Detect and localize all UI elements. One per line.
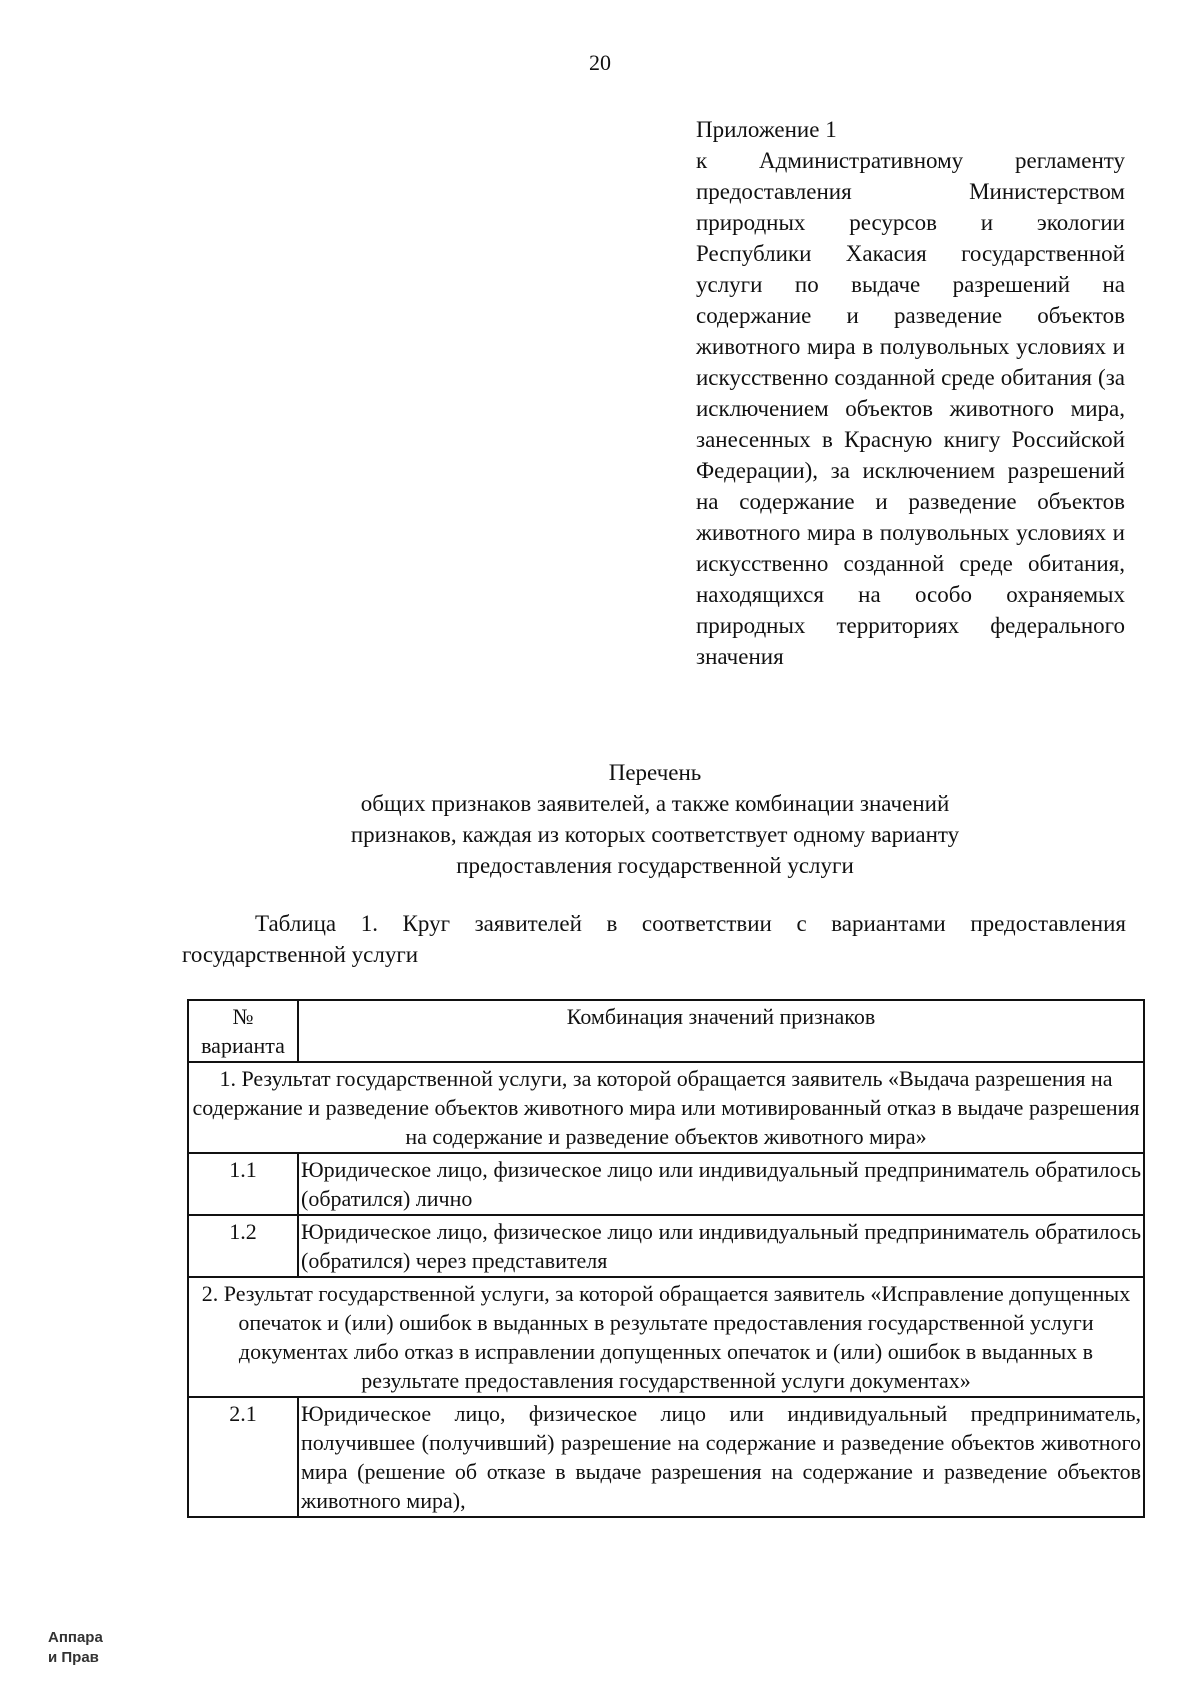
annex-title: Приложение 1: [696, 117, 837, 142]
group-1-title: 1. Результат государственной услуги, за которой обращается заявитель «Выдача разрешения на содержание и разведение объектов животного мира или мотивированный отказ в выдаче разрешения на содержание и разведение объектов животного мира»: [188, 1062, 1144, 1153]
variant-description: Юридическое лицо, физическое лицо или индивидуальный предприниматель обратилось (обратился) через представителя: [298, 1215, 1144, 1277]
variants-table: [187, 999, 1145, 1518]
page-number: 20: [589, 50, 611, 75]
annex-text: к Административному регламенту предоставления Министерством природных ресурсов и экологии Республики Хакасия государственной услуги по выдаче разрешений на содержание и разведение объектов животного мира в полувольных условиях и искусственно созданной среде обитания (за исключением объектов животного мира, занесенных в Красную книгу Российской Федерации), за исключением разрешений на содержание и разведение объектов животного мира в полувольных условиях и искусственно созданной среде обитания, находящихся на особо охраняемых природных территориях федерального значения: [696, 148, 1125, 669]
annex-block: [696, 114, 1125, 672]
stamp-fragment: [48, 1628, 103, 1668]
table-row: [188, 1153, 1144, 1215]
document-title-line-4: предоставления государственной услуги: [456, 853, 854, 878]
header-variant-number: № варианта: [188, 1000, 298, 1062]
document-title-line-2: общих признаков заявителей, а также комбинации значений: [360, 791, 950, 816]
table-row: [188, 1397, 1144, 1517]
stamp-line-1: Аппара: [48, 1629, 103, 1646]
variant-description: Юридическое лицо, физическое лицо или индивидуальный предприниматель, получившее (получивший) разрешение на содержание и разведение объектов животного мира (решение об отказе в выдаче разрешения на содержание и разведение объектов животного мира),: [298, 1397, 1144, 1517]
document-title-line-3: признаков, каждая из которых соответствует одному варианту: [350, 822, 960, 847]
variant-description: Юридическое лицо, физическое лицо или индивидуальный предприниматель обратилось (обратился) лично: [298, 1153, 1144, 1215]
document-title-line-1: Перечень: [608, 760, 702, 785]
variant-number: 1.2: [188, 1215, 298, 1277]
table-group-row: [188, 1277, 1144, 1397]
table-row: [188, 1215, 1144, 1277]
variant-number: 1.1: [188, 1153, 298, 1215]
stamp-line-2: и Прав: [48, 1649, 99, 1666]
table-caption: Таблица 1. Круг заявителей в соответствии с вариантами предоставления государственной услуги: [182, 911, 1126, 967]
variant-number: 2.1: [188, 1397, 298, 1517]
table-header-row: [188, 1000, 1144, 1062]
document-title: [200, 757, 1110, 881]
header-combination: Комбинация значений признаков: [298, 1000, 1144, 1062]
table-group-row: [188, 1062, 1144, 1153]
group-2-title: 2. Результат государственной услуги, за которой обращается заявитель «Исправление допущенных опечаток и (или) ошибок в выданных в результате предоставления государственной услуги документах либо отказ в исправлении допущенных опечаток и (или) ошибок в выданных в результате предоставления государственной услуги документах»: [188, 1277, 1144, 1397]
